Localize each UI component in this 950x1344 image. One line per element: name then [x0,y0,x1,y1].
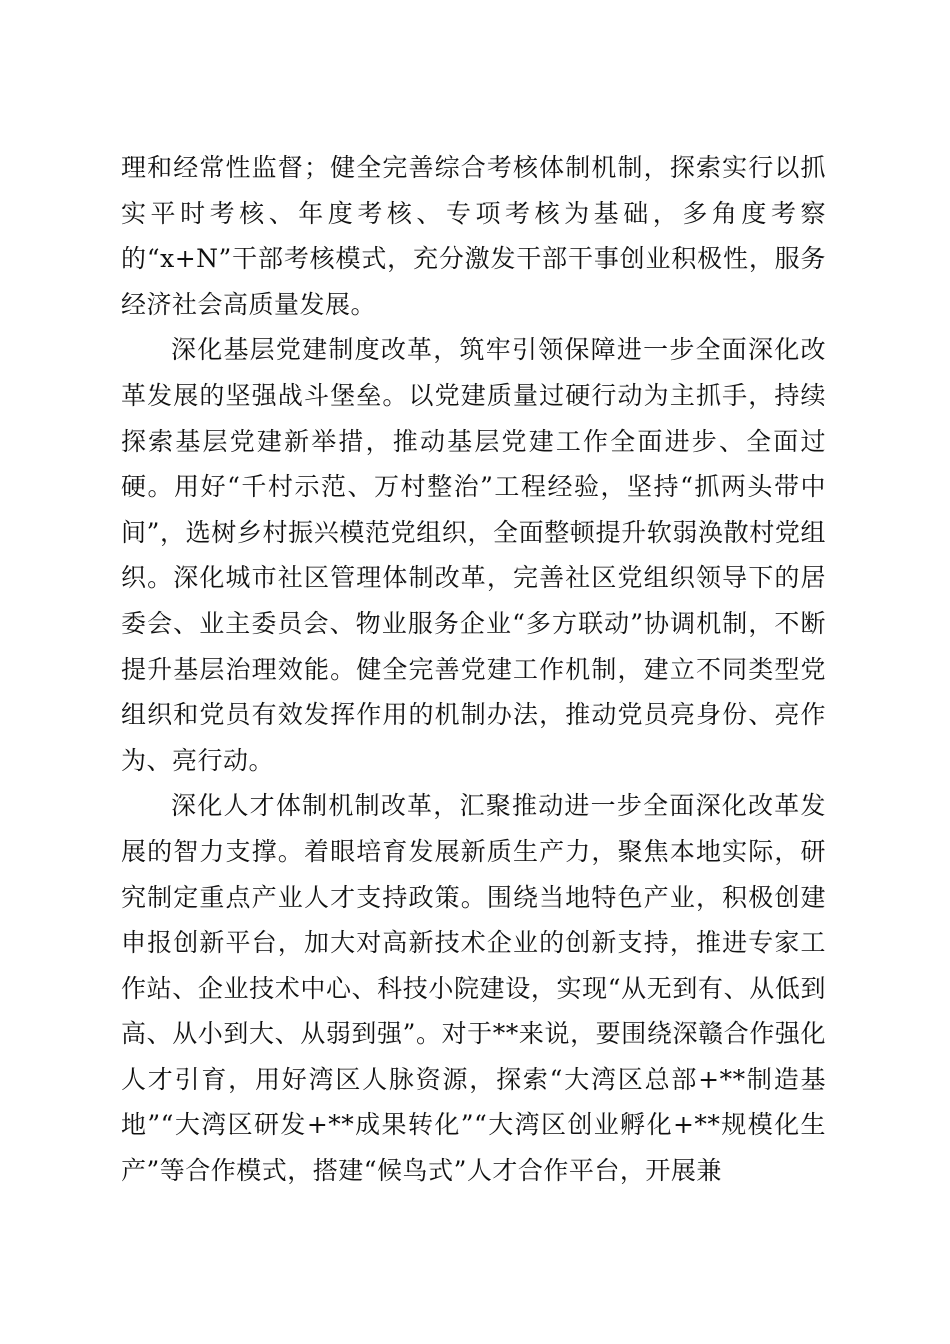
document-body [121,145,826,1194]
paragraph-party-building-reform: 深化基层党建制度改革，筑牢引领保障进一步全面深化改革发展的坚强战斗堡垒。以党建质量过硬行动为主抓手，持续探索基层党建新举措，推动基层党建工作全面进步、全面过硬。用好“千村示范、万村整治”工程经验，坚持“抓两头带中间”，选树乡村振兴模范党组织，全面整顿提升软弱涣散村党组织。深化城市社区管理体制改革，完善社区党组织领导下的居委会、业主委员会、物业服务企业“多方联动”协调机制，不断提升基层治理效能。健全完善党建工作机制，建立不同类型党组织和党员有效发挥作用的机制办法，推动党员亮身份、亮作为、亮行动。 [121,335,826,775]
paragraph-talent-reform: 深化人才体制机制改革，汇聚推动进一步全面深化改革发展的智力支撑。着眼培育发展新质生产力，聚焦本地实际，研究制定重点产业人才支持政策。围绕当地特色产业，积极创建申报创新平台，加大对高新技术企业的创新支持，推进专家工作站、企业技术中心、科技小院建设，实现“从无到有、从低到高、从小到大、从弱到强”。对于**来说，要围绕深赣合作强化人才引育，用好湾区人脉资源，探索“大湾区总部+**制造基地”“大湾区研发+**成果转化”“大湾区创业孵化+**规模化生产”等合作模式，搭建“候鸟式”人才合作平台，开展兼 [121,791,826,1186]
paragraph-continuation: 理和经常性监督；健全完善综合考核体制机制，探索实行以抓实平时考核、年度考核、专项考核为基础，多角度考察的“x+N”干部考核模式，充分激发干部干事创业积极性，服务经济社会高质量发展。 [121,153,826,319]
